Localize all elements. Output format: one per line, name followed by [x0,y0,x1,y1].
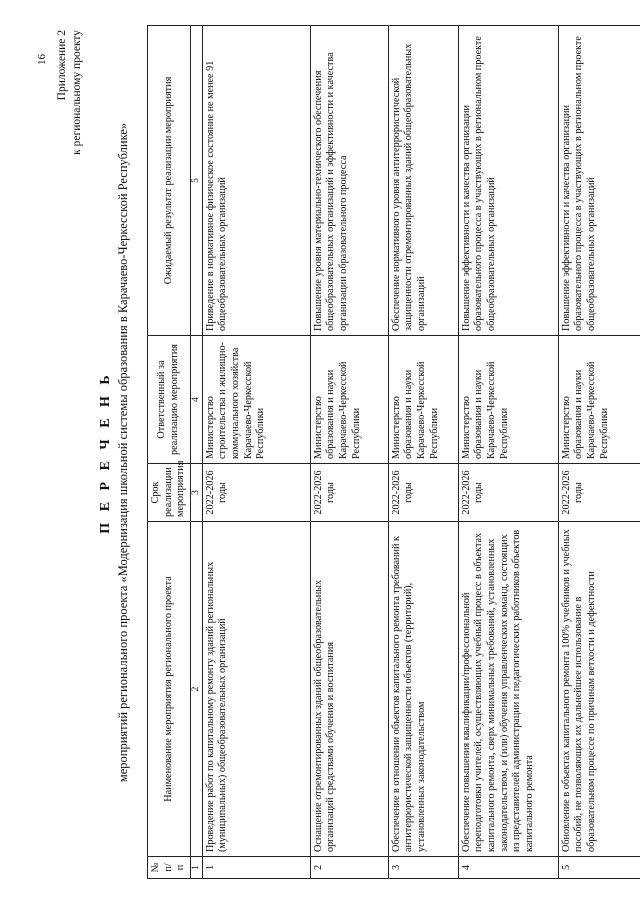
appendix-label [55,30,85,205]
column-number: 4 [190,336,202,464]
measures-table [147,25,640,879]
table-row [202,26,310,879]
column-number: 5 [190,26,202,336]
header-period: Срок реализации мероприятия [148,464,191,522]
header-result: Ожидаемый результат реализации мероприятия [148,26,191,336]
appendix-line-1: Приложение 2 [56,30,68,101]
row-result: Обеспечение нормативного уровня антитеррористической защищенности отремонтированных зданий общеобразовательных организаций [388,26,458,336]
row-number: 2 [310,857,388,879]
row-measure-name: Обеспечение в отношении объектов капитального ремонта требований к антитеррористической защищенности объектов (территорий), установленных законодательством [388,522,458,857]
table-row [388,26,458,879]
table-header-row [148,26,191,879]
row-measure-name: Обеспечение повышения квалификации/профессиональной переподготовки учителей, осуществляющих учебный процесс в объектах капитального ремонта, сверх минимальных требований, установленных законодательством, и (или) обучения управленческих команд, состоящих из представителей администрации и педагогических работников объектов капитального ремонта [458,522,558,857]
row-result: Приведение в нормативное физическое состояние не менее 91 общеобразовательных организаций [202,26,310,336]
column-number: 1 [190,857,202,879]
header-name: Наименование мероприятия регионального проекта [148,522,191,857]
column-number: 3 [190,464,202,522]
page-number: 16 [36,54,48,65]
column-number-row [190,26,202,879]
row-result: Повышение уровня материально-технического обеспечения общеобразовательных организаций и эффективности и качества организации образовательного процесса [310,26,388,336]
row-responsible: Министерство образования и науки Карачаево-Черкесской Республики [310,336,388,464]
table-row [558,26,640,879]
row-result: Повышение эффективности и качества организации образовательного процесса в участвующих в региональном проекте общеобразовательных организаций [458,26,558,336]
column-number: 2 [190,522,202,857]
header-responsible: Ответственный за реализацию мероприятия [148,336,191,464]
row-measure-name: Оснащение отремонтированных зданий общеобразовательных организаций средствами обучения и воспитания [310,522,388,857]
row-period: 2022-2026 годы [558,464,640,522]
table-row [310,26,388,879]
header-number: № п/п [148,857,191,879]
row-number: 1 [202,857,310,879]
row-measure-name: Проведение работ по капитальному ремонту зданий региональных (муниципальных) общеобразовательных организаций [202,522,310,857]
row-responsible: Министерство образования и науки Карачаево-Черкесской Республики [458,336,558,464]
row-responsible: Министерство строительства и жилищно-коммунального хозяйства Карачаево-Черкесской Республики [202,336,310,464]
row-period: 2022-2026 годы [202,464,310,522]
row-responsible: Министерство образования и науки Карачаево-Черкесской Республики [558,336,640,464]
row-number: 3 [388,857,458,879]
appendix-line-2: к региональному проекту [71,30,83,155]
row-number: 4 [458,857,558,879]
row-number: 5 [558,857,640,879]
row-period: 2022-2026 годы [310,464,388,522]
row-measure-name: Обновление в объектах капитального ремонта 100% учебников и учебных пособий, не позволяющих их дальнейшее использование в образовательном процессе по причинам ветхости и дефектности [558,522,640,857]
row-responsible: Министерство образования и науки Карачаево-Черкесской Республики [388,336,458,464]
table-row [458,26,558,879]
row-period: 2022-2026 годы [388,464,458,522]
row-result: Повышение эффективности и качества организации образовательного процесса в участвующих в региональном проекте общеобразовательных организаций [558,26,640,336]
document-title: П Е Р Е Ч Е Н Ь [98,371,113,534]
row-period: 2022-2026 годы [458,464,558,522]
document-subtitle: мероприятий регионального проекта «Модернизация школьной системы образования в Карачаево-Черкесской Республике» [116,122,130,783]
